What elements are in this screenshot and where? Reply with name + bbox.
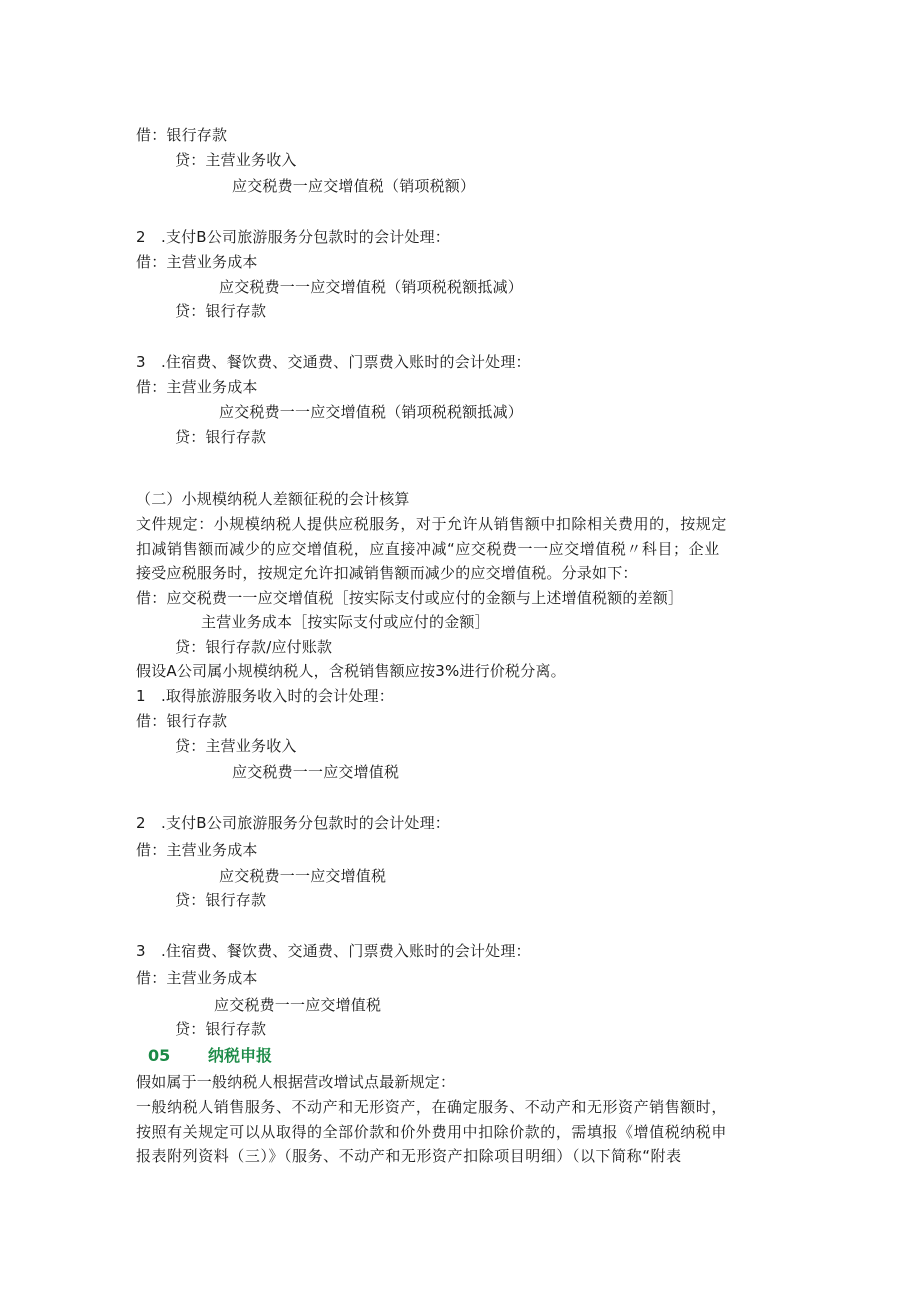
journal-debit-line: 借：银行存款	[136, 126, 228, 144]
section-title: （二）小规模纳税人差额征税的会计核算	[136, 490, 410, 508]
journal-debit-line: 借：主营业务成本	[136, 841, 258, 859]
journal-debit-subline: 应交税费一一应交增值税（销项税税额抵减）	[219, 403, 524, 421]
journal-credit-line: 贷：主营业务收入	[175, 151, 297, 169]
section-heading	[148, 1045, 272, 1067]
journal-debit-subline: 应交税费一一应交增值税	[219, 867, 387, 885]
journal-credit-line: 贷：银行存款	[175, 1020, 267, 1038]
journal-debit-line: 借：主营业务成本	[136, 253, 258, 271]
journal-debit-line: 借：应交税费一一应交增值税［按实际支付或应付的金额与上述增值税额的差额］	[136, 589, 684, 607]
journal-debit-line: 借：主营业务成本	[136, 969, 258, 987]
item-title: 2 .支付B公司旅游服务分包款时的会计处理：	[136, 814, 451, 832]
journal-debit-line: 借：银行存款	[136, 712, 228, 730]
item-title: 1 .取得旅游服务收入时的会计处理：	[136, 687, 394, 705]
journal-credit-line: 贷：银行存款	[175, 302, 267, 320]
paragraph-line: 一般纳税人销售服务、不动产和无形资产，在确定服务、不动产和无形资产销售额时，	[136, 1098, 727, 1116]
section-heading-title: 纳税申报	[208, 1046, 273, 1065]
journal-credit-line: 贷：主营业务收入	[175, 737, 297, 755]
journal-credit-line: 贷：银行存款	[175, 891, 267, 909]
item-title: 3 .住宿费、餐饮费、交通费、门票费入账时的会计处理：	[136, 353, 531, 371]
journal-credit-subline: 应交税费一一应交增值税	[232, 763, 400, 781]
paragraph-line: 文件规定：小规模纳税人提供应税服务，对于允许从销售额中扣除相关费用的，按规定	[136, 515, 727, 533]
assumption-line: 假设A公司属小规模纳税人，含税销售额应按3%进行价税分离。	[136, 662, 566, 680]
journal-debit-subline: 应交税费一一应交增值税（销项税税额抵减）	[219, 278, 524, 296]
journal-credit-line: 贷：银行存款	[175, 428, 267, 446]
item-title: 2 .支付B公司旅游服务分包款时的会计处理：	[136, 228, 451, 246]
journal-debit-line: 借：主营业务成本	[136, 378, 258, 396]
journal-debit-subline: 主营业务成本［按实际支付或应付的金额］	[201, 613, 490, 631]
paragraph-line: 假如属于一般纳税人根据营改增试点最新规定：	[136, 1073, 456, 1091]
paragraph-line: 扣减销售额而减少的应交增值税，应直接冲减“应交税费一一应交增值税〃科目；企业	[136, 540, 720, 558]
journal-credit-line: 贷：银行存款/应付账款	[175, 638, 333, 656]
section-number: 05	[148, 1046, 171, 1065]
journal-debit-subline: 应交税费一一应交增值税	[214, 996, 382, 1014]
item-title: 3 .住宿费、餐饮费、交通费、门票费入账时的会计处理：	[136, 942, 531, 960]
journal-credit-subline: 应交税费一应交增值税（销项税额）	[232, 177, 476, 195]
paragraph-line: 按照有关规定可以从取得的全部价款和价外费用中扣除价款的，需填报《增值税纳税申	[136, 1123, 727, 1141]
paragraph-line: 接受应税服务时，按规定允许扣减销售额而减少的应交增值税。分录如下：	[136, 564, 638, 582]
paragraph-line: 报表附列资料（三）》（服务、不动产和无形资产扣除项目明细）（以下简称“附表	[136, 1147, 682, 1165]
